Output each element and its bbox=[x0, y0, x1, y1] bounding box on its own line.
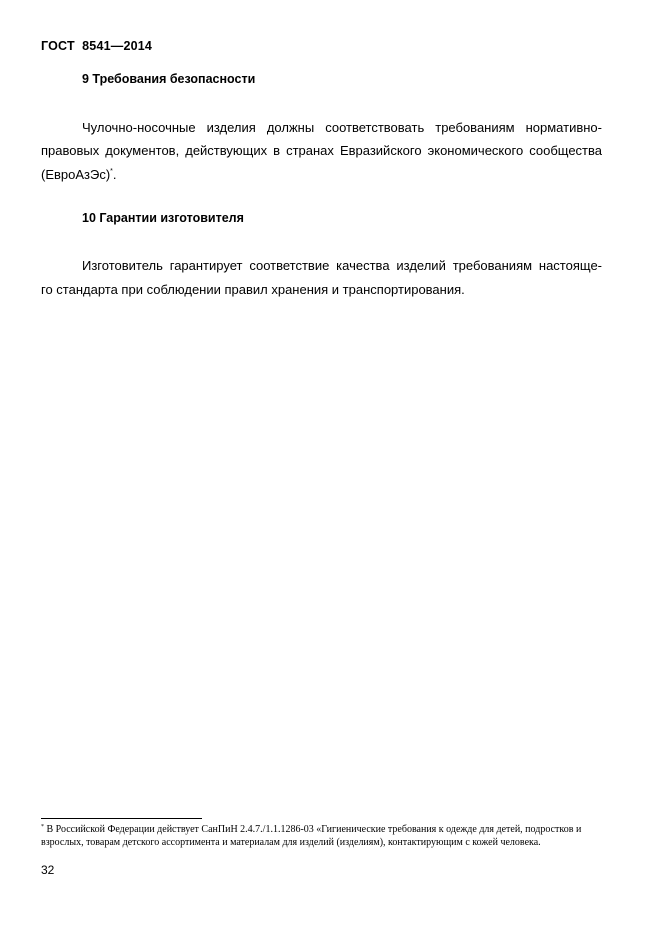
section-9-paragraph-line-1: Чулочно-носочные изделия должны соответствовать требованиям нормативно- bbox=[82, 120, 602, 135]
section-10-heading: 10 Гарантии изготовителя bbox=[82, 211, 244, 225]
footnote bbox=[41, 823, 601, 849]
section-9-heading: 9 Требования безопасности bbox=[82, 72, 256, 86]
footnote-marker: * bbox=[41, 824, 44, 830]
footnote-divider bbox=[41, 818, 202, 819]
section-9-paragraph-line-3 bbox=[41, 167, 117, 182]
section-9-paragraph-line-3-text: (ЕвроАзЭс) bbox=[41, 167, 111, 182]
page-number: 32 bbox=[41, 863, 55, 877]
footnote-reference[interactable]: * bbox=[110, 168, 113, 175]
section-9-paragraph-line-2: правовых документов, действующих в странах Евразийского экономического сообщества bbox=[41, 143, 602, 158]
section-9-paragraph-line-3-end: . bbox=[112, 167, 117, 182]
section-10-paragraph-line-2: го стандарта при соблюдении правил хранения и транспортирования. bbox=[41, 282, 465, 297]
section-10-paragraph-line-1: Изготовитель гарантирует соответствие качества изделий требованиям настояще- bbox=[82, 258, 602, 273]
footnote-text: В Российской Федерации действует СанПиН 2.4.7./1.1.1286-03 «Гигиенические требования к одежде для детей, подростков и взрослых, товарам детского ассортимента и материалам для изделий (изделиям), контактирующим с кожей человека. bbox=[41, 824, 582, 848]
document-header: ГОСТ 8541—2014 bbox=[41, 39, 153, 53]
